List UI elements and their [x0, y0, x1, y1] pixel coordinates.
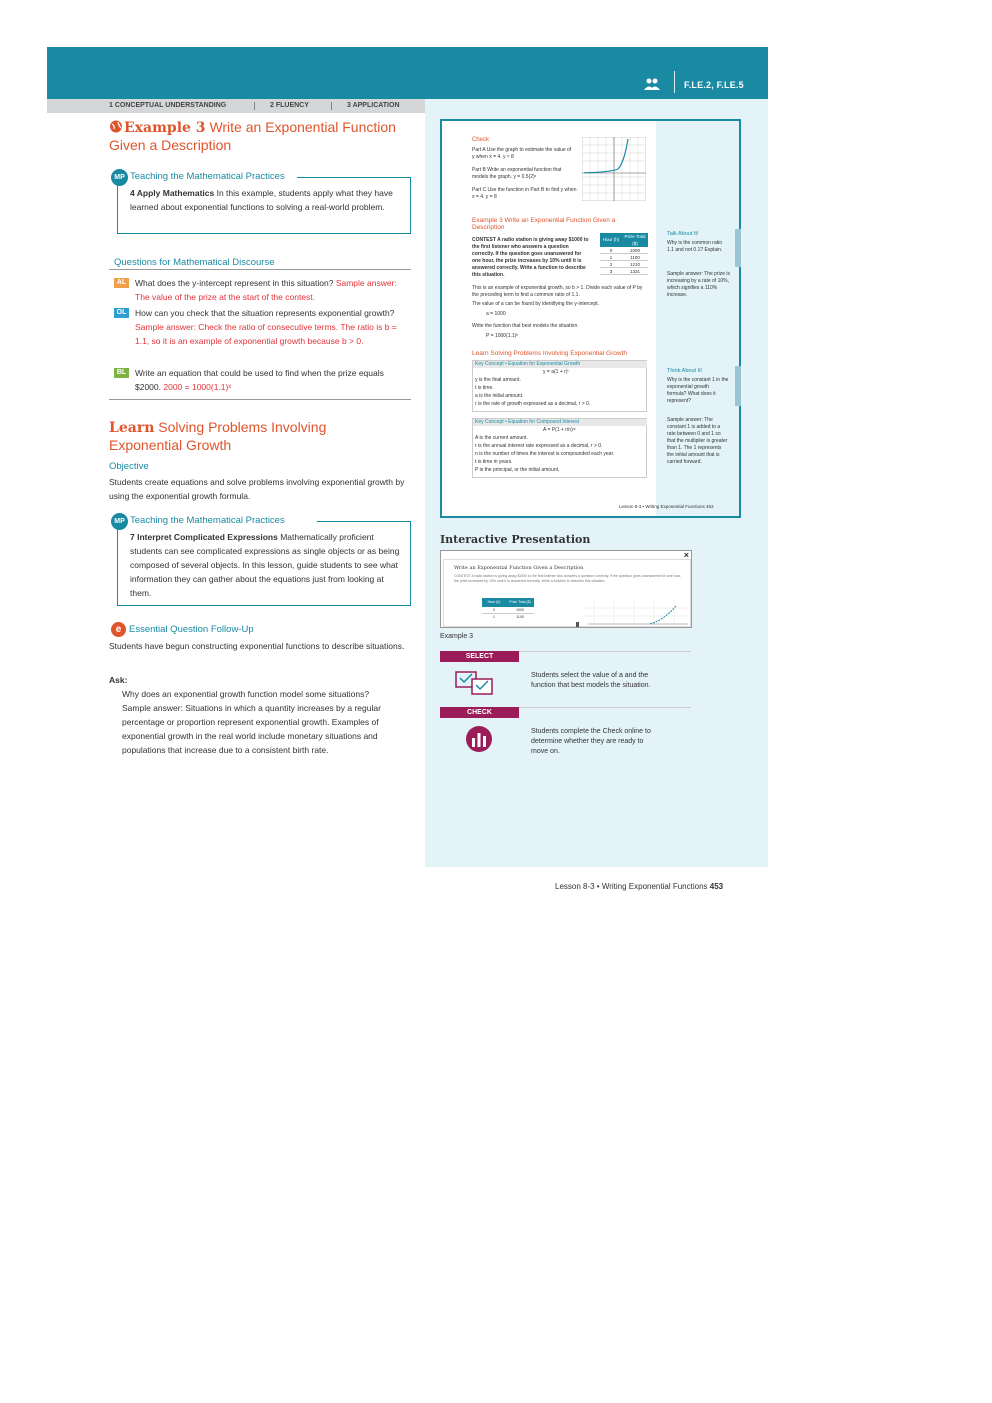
thumb-aval: a = 1000	[486, 311, 506, 317]
check-label: CHECK	[440, 707, 519, 718]
thumb-parta: Part A Use the graph to estimate the value of y when x = 4. y ≈ 8	[472, 147, 572, 160]
thumb-table-cell: 1100	[630, 255, 640, 260]
divider	[519, 651, 691, 652]
presentation-screenshot[interactable]	[440, 550, 692, 628]
divider	[519, 707, 691, 708]
ask-label: Ask:	[109, 675, 128, 685]
tab-conceptual[interactable]: 1 CONCEPTUAL UNDERSTANDING	[109, 102, 227, 109]
thumb-partb: Part B Write an exponential function that models the graph. y = 0.5(2)ˣ	[472, 167, 562, 180]
mp-title: Teaching the Mathematical Practices	[130, 515, 285, 526]
mp-body: 7 Interpret Complicated Expressions Mathematically proficient students can see complicated expressions as single objects or as being composed of several objects. In this lesson, guide students to see what information they can gather about the equations just from looking at them.	[130, 532, 400, 598]
eq-title: Essential Question Follow-Up	[129, 624, 254, 635]
page-number: 453	[709, 882, 724, 891]
eq-text: Students have begun constructing exponential functions to describe situations.	[109, 641, 405, 651]
practice-tabs	[47, 99, 425, 113]
student-page-thumbnail[interactable]	[440, 119, 741, 518]
screen-title: Write an Exponential Function Given a Description	[454, 565, 584, 571]
select-label: SELECT	[440, 651, 519, 662]
thumb-table-cell: 1	[609, 255, 613, 260]
header-bar	[47, 47, 768, 99]
discourse-item-bl: Write an equation that could be used to find when the prize equals $2000. 2000 = 1000(1.1)ˣ	[135, 368, 384, 392]
thumb-para3: Write the function that best models the situation.	[472, 323, 579, 329]
thumb-table-cell: 0	[609, 248, 613, 253]
thumb-table-row	[600, 254, 648, 261]
example-caption: Example 3	[440, 633, 474, 640]
mp-box-interpret	[117, 521, 411, 606]
essential-question-icon: e	[111, 622, 126, 637]
mp-body: 4 Apply Mathematics In this example, students apply what they have learned about exponential functions to solving a real-world problem.	[130, 188, 393, 212]
divider	[109, 269, 411, 270]
level-badge-al: AL	[114, 278, 129, 288]
tab-divider	[254, 102, 255, 110]
select-description: Students select the value of a and the function that best models the situation.	[531, 672, 651, 689]
discourse-item-al: What does the y-intercept represent in this situation? Sample answer: The value of the prize at the start of the contest.	[135, 278, 397, 302]
tab-fluency[interactable]: 2 FLUENCY	[270, 102, 309, 109]
eq-question: Why does an exponential growth function model some situations?	[122, 689, 370, 699]
think-about-it-box: Think About It! Why is the constant 1 in the exponential growth formula? What does it represent?	[663, 366, 741, 406]
thumb-key-concept-1: Key Concept • Equation for Exponential Growth y = a(1 + r)ᵗ y is the final amount. t is time. a is the initial amount. r is the rate of growth expressed as a decimal, r > 0.	[472, 360, 647, 412]
tab-divider	[331, 102, 332, 110]
thumb-table: Hour (h) Prize Total ($) 0 1000 1 1100 2 1210 3 1331	[600, 233, 648, 275]
talk-answer: Sample answer: The prize is increasing by a rate of 10%, which signifies a 110% increase.	[667, 271, 730, 298]
thumb-para1: This is an example of exponential growth, so b > 1. Divide each value of P by the preceding term to find a common ratio of 1.1.	[472, 285, 643, 298]
thumb-table-cell: 3	[609, 269, 613, 274]
objective-title: Objective	[109, 461, 149, 472]
mp-badge: MP	[111, 169, 128, 186]
thumb-table-cell: 1331	[629, 269, 640, 274]
group-icon	[644, 77, 660, 91]
discourse-item-ol: How can you check that the situation represents exponential growth? Sample answer: Check the ratio of consecutive terms. The ratio is b = 1.1, so it is an example of exponential growth because b > 0.	[135, 308, 397, 346]
thumb-table-cell: 1210	[629, 262, 640, 267]
thumb-table-row	[600, 268, 648, 275]
thumb-example-title: Example 3 Write an Exponential Function Given a Description	[472, 217, 616, 231]
thumb-partc: Part C Use the function in Part B to find y when x = 4. y = 8	[472, 187, 577, 200]
thumb-func: P = 1000(1.1)ʰ	[486, 333, 519, 339]
thumb-table-row	[600, 247, 648, 254]
standards-label: F.LE.2, F.LE.5	[684, 80, 744, 90]
screen-table: Hour (h) Prize Total ($) 0 1000 1 1100	[482, 598, 534, 621]
footer-lesson: Lesson 8-3 • Writing Exponential Functions	[555, 882, 708, 891]
bar-chart-icon	[465, 725, 493, 753]
think-answer: Sample answer: The constant 1 is added to a rate between 0 and 1 so that the multiplier is greater than 1. The 1 represents the initial amount that is carried forward.	[667, 417, 728, 465]
example-heading: Example 3 Write an Exponential Function Given a Description	[109, 119, 396, 153]
thumb-para2: The value of a can be found by identifying the y-intercept.	[472, 301, 600, 307]
thumb-table-row	[600, 261, 648, 268]
select-checkbox-icon	[454, 669, 500, 697]
globe-icon	[109, 120, 124, 133]
objective-text: Students create equations and solve problems involving exponential growth by using the exponential growth formula.	[109, 477, 405, 501]
eq-answer: Sample answer: Situations in which a quantity increases by a regular percentage or proportion represent exponential growth. Examples of exponential growth in the real world include monetary situations and populations that increase due to a consistent birth rate.	[122, 703, 381, 755]
thumb-check: Check	[472, 137, 490, 143]
screen-graph	[584, 600, 688, 626]
mp-box-apply	[117, 177, 411, 234]
thumb-key-concept-2: Key Concept • Equation for Compound Interest A = P(1 + r/n)ⁿᵗ A is the current amount. r is the annual interest rate expressed as a decimal, r > 0. n is the number of times the interest is compounded each year. t is time in years. P is the principal, or the initial amount.	[472, 418, 647, 478]
level-badge-bl: BL	[114, 368, 129, 378]
mp-title: Teaching the Mathematical Practices	[130, 171, 285, 182]
learn-heading: Learn Solving Problems Involving Exponential Growth	[109, 419, 327, 453]
header-divider	[674, 71, 675, 93]
student-page-column	[425, 99, 768, 867]
page-footer	[555, 882, 723, 891]
thumb-footer: Lesson 8-3 • Writing Exponential Functions 453	[619, 504, 714, 509]
level-badge-ol: OL	[114, 308, 129, 318]
screen-text: CONTEST A radio station is giving away $1000 to the first listener who answers a question correctly. If the question goes unanswered for one hour, the prize increases by 10% until it is answered correctly. Write a function to describe this situation.	[454, 574, 682, 583]
mp-badge: MP	[111, 513, 128, 530]
discourse-title: Questions for Mathematical Discourse	[114, 257, 275, 268]
check-description: Students complete the Check online to determine whether they are ready to move on.	[531, 728, 651, 755]
talk-about-it-box: Talk About It! Why is the common ratio 1.1 and not 0.1? Explain.	[663, 229, 741, 267]
close-icon[interactable]: ×	[683, 550, 689, 560]
interactive-presentation-title: Interactive Presentation	[440, 533, 591, 546]
divider	[109, 399, 411, 400]
thumb-graph	[582, 137, 646, 201]
thumb-contest: CONTEST A radio station is giving away $1000 to the first listener who answers a question correctly. If the question goes unanswered for one hour, the prize increases by 10% until it is answered correctly. Write a function to describe this situation.	[472, 237, 589, 278]
thumb-table-cell: 2	[609, 262, 613, 267]
thumb-table-cell: 1000	[629, 248, 640, 253]
thumb-learn-title: Learn Solving Problems Involving Exponential Growth	[472, 350, 628, 357]
tab-application[interactable]: 3 APPLICATION	[347, 102, 400, 109]
